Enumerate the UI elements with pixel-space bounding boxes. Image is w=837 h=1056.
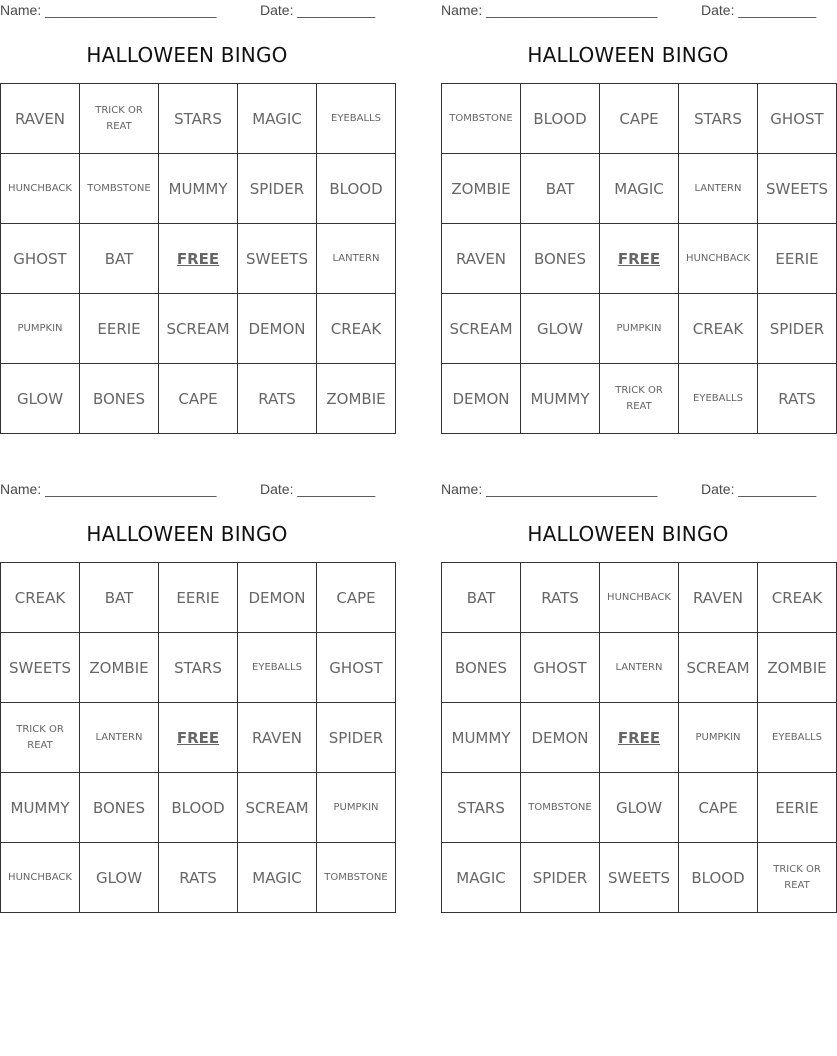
name-field-label: Name: ______________________	[441, 2, 658, 18]
bingo-cell: EERIE	[80, 294, 159, 364]
name-date-line	[0, 479, 376, 499]
bingo-cell: SWEETS	[238, 224, 317, 294]
bingo-cell: ZOMBIE	[80, 633, 159, 703]
bingo-cell: GHOST	[758, 84, 837, 154]
bingo-cell: SWEETS	[758, 154, 837, 224]
bingo-cell: MAGIC	[238, 843, 317, 913]
bingo-cell: BONES	[442, 633, 521, 703]
bingo-cell: RATS	[758, 364, 837, 434]
grid-row	[442, 154, 837, 224]
bingo-grid	[0, 562, 396, 913]
bingo-cell: EYEBALLS	[238, 633, 317, 703]
grid-row	[442, 364, 837, 434]
bingo-cell: EERIE	[159, 563, 238, 633]
bingo-card-4	[441, 479, 827, 914]
card-title: HALLOWEEN BINGO	[527, 522, 729, 546]
date-field-label: Date: __________	[260, 481, 376, 497]
grid-row	[442, 843, 837, 913]
name-field-label: Name: ______________________	[0, 2, 217, 18]
bingo-cell: STARS	[679, 84, 758, 154]
bingo-cell: BLOOD	[521, 84, 600, 154]
bingo-cell: ZOMBIE	[317, 364, 396, 434]
bingo-cell: SPIDER	[521, 843, 600, 913]
bingo-cell: RAVEN	[1, 84, 80, 154]
bingo-cell: EERIE	[758, 224, 837, 294]
card-title: HALLOWEEN BINGO	[86, 43, 288, 67]
bingo-cell: PUMPKIN	[679, 703, 758, 773]
grid-row	[1, 703, 396, 773]
bingo-cell: CAPE	[317, 563, 396, 633]
bingo-cell: MUMMY	[159, 154, 238, 224]
bingo-cell: BONES	[80, 773, 159, 843]
bingo-cell: LANTERN	[80, 703, 159, 773]
bingo-cell: TOMBSTONE	[442, 84, 521, 154]
date-field-label: Date: __________	[701, 481, 817, 497]
bingo-cell: DEMON	[442, 364, 521, 434]
bingo-cell: GLOW	[600, 773, 679, 843]
grid-row	[442, 773, 837, 843]
name-field-label: Name: ______________________	[0, 481, 217, 497]
bingo-cell: TOMBSTONE	[317, 843, 396, 913]
bingo-cell: RAVEN	[679, 563, 758, 633]
bingo-cell: STARS	[442, 773, 521, 843]
bingo-cell: HUNCHBACK	[1, 154, 80, 224]
bingo-grid	[441, 83, 837, 434]
bingo-cell: MAGIC	[442, 843, 521, 913]
bingo-cell: LANTERN	[317, 224, 396, 294]
bingo-grid	[441, 562, 837, 913]
bingo-cell: GHOST	[521, 633, 600, 703]
grid-row	[1, 563, 396, 633]
bingo-cell: CREAK	[758, 563, 837, 633]
bingo-cell: BONES	[521, 224, 600, 294]
bingo-cell: SCREAM	[159, 294, 238, 364]
bingo-cell: GHOST	[317, 633, 396, 703]
bingo-cell: TRICK OR REAT	[600, 364, 679, 434]
bingo-cell: CREAK	[317, 294, 396, 364]
bingo-cell: BLOOD	[159, 773, 238, 843]
grid-row	[1, 224, 396, 294]
bingo-cell: EYEBALLS	[758, 703, 837, 773]
bingo-cell: PUMPKIN	[317, 773, 396, 843]
bingo-cell: HUNCHBACK	[1, 843, 80, 913]
bingo-cell: RATS	[159, 843, 238, 913]
bingo-cell: GLOW	[80, 843, 159, 913]
bingo-cell: TOMBSTONE	[80, 154, 159, 224]
bingo-cell: MUMMY	[521, 364, 600, 434]
bingo-cell: EYEBALLS	[679, 364, 758, 434]
bingo-cell: BAT	[80, 563, 159, 633]
bingo-cell: ZOMBIE	[442, 154, 521, 224]
free-space-cell: FREE	[600, 224, 679, 294]
name-field-label: Name: ______________________	[441, 481, 658, 497]
bingo-cell: STARS	[159, 633, 238, 703]
grid-row	[442, 294, 837, 364]
name-date-line	[441, 479, 817, 499]
grid-row	[1, 294, 396, 364]
bingo-cell: CAPE	[600, 84, 679, 154]
bingo-card-1	[0, 0, 386, 435]
bingo-cell: RATS	[521, 563, 600, 633]
bingo-cell: TRICK OR REAT	[1, 703, 80, 773]
bingo-cell: PUMPKIN	[1, 294, 80, 364]
bingo-cell: CAPE	[159, 364, 238, 434]
bingo-cell: CREAK	[1, 563, 80, 633]
bingo-cell: BAT	[521, 154, 600, 224]
free-space-cell: FREE	[159, 703, 238, 773]
bingo-card-3	[0, 479, 388, 914]
bingo-cell: STARS	[159, 84, 238, 154]
name-date-line	[0, 0, 376, 20]
bingo-cell: RAVEN	[442, 224, 521, 294]
free-space-cell: FREE	[159, 224, 238, 294]
date-field-label: Date: __________	[701, 2, 817, 18]
bingo-cell: PUMPKIN	[600, 294, 679, 364]
bingo-cell: HUNCHBACK	[600, 563, 679, 633]
bingo-cell: HUNCHBACK	[679, 224, 758, 294]
bingo-cell: BAT	[80, 224, 159, 294]
bingo-cell: DEMON	[521, 703, 600, 773]
bingo-cell: CREAK	[679, 294, 758, 364]
grid-row	[1, 773, 396, 843]
bingo-cell: BLOOD	[679, 843, 758, 913]
bingo-card-2	[441, 0, 828, 435]
card-title: HALLOWEEN BINGO	[86, 522, 288, 546]
bingo-cell: SPIDER	[317, 703, 396, 773]
card-title: HALLOWEEN BINGO	[527, 43, 729, 67]
bingo-cell: SPIDER	[758, 294, 837, 364]
bingo-cell: ZOMBIE	[758, 633, 837, 703]
bingo-cell: SCREAM	[679, 633, 758, 703]
bingo-cell: LANTERN	[600, 633, 679, 703]
bingo-cell: LANTERN	[679, 154, 758, 224]
bingo-cell: SCREAM	[238, 773, 317, 843]
grid-row	[442, 563, 837, 633]
bingo-cell: GLOW	[521, 294, 600, 364]
grid-row	[442, 84, 837, 154]
grid-row	[1, 633, 396, 703]
bingo-cell: MAGIC	[600, 154, 679, 224]
grid-row	[442, 633, 837, 703]
bingo-cell: CAPE	[679, 773, 758, 843]
bingo-cell: SCREAM	[442, 294, 521, 364]
bingo-cell: BAT	[442, 563, 521, 633]
bingo-cell: TRICK OR REAT	[80, 84, 159, 154]
bingo-cell: RAVEN	[238, 703, 317, 773]
bingo-cell: SWEETS	[1, 633, 80, 703]
bingo-cell: SPIDER	[238, 154, 317, 224]
grid-row	[1, 364, 396, 434]
grid-row	[1, 843, 396, 913]
bingo-cell: SWEETS	[600, 843, 679, 913]
bingo-grid	[0, 83, 396, 434]
bingo-cell: BONES	[80, 364, 159, 434]
date-field-label: Date: __________	[260, 2, 376, 18]
bingo-cell: TRICK OR REAT	[758, 843, 837, 913]
bingo-cell: DEMON	[238, 563, 317, 633]
grid-row	[1, 84, 396, 154]
grid-row	[1, 154, 396, 224]
bingo-cell: BLOOD	[317, 154, 396, 224]
bingo-cell: MAGIC	[238, 84, 317, 154]
bingo-cell: MUMMY	[442, 703, 521, 773]
bingo-cell: EYEBALLS	[317, 84, 396, 154]
bingo-cell: TOMBSTONE	[521, 773, 600, 843]
free-space-cell: FREE	[600, 703, 679, 773]
bingo-cell: MUMMY	[1, 773, 80, 843]
bingo-cell: GLOW	[1, 364, 80, 434]
grid-row	[442, 224, 837, 294]
bingo-cell: GHOST	[1, 224, 80, 294]
bingo-cell: DEMON	[238, 294, 317, 364]
bingo-cell: EERIE	[758, 773, 837, 843]
grid-row	[442, 703, 837, 773]
name-date-line	[441, 0, 817, 20]
bingo-cell: RATS	[238, 364, 317, 434]
